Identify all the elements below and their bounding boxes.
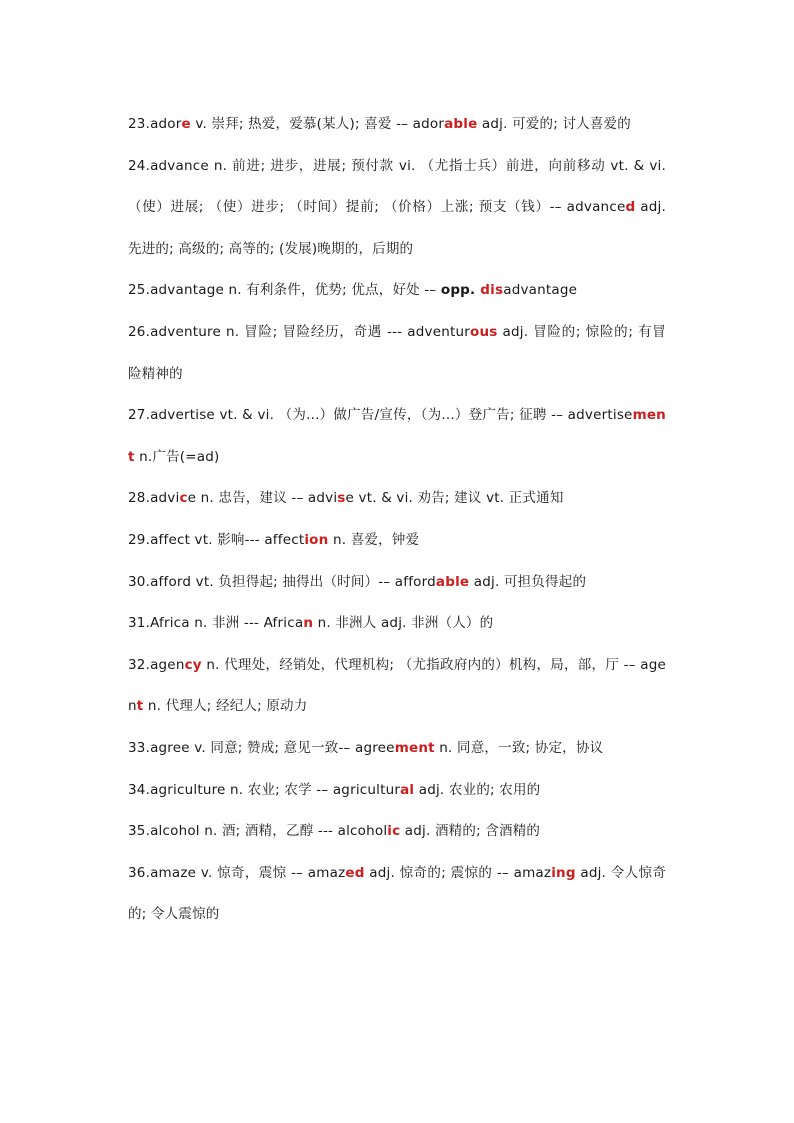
entry-text: adj. 冒险的; 惊险的; 有冒险精神的 xyxy=(128,323,666,382)
entry-text: 25.advantage n. 有利条件，优势; 优点，好处 -– xyxy=(128,282,441,299)
vocab-entry xyxy=(128,312,666,395)
entry-text: adj. 农业的; 农用的 xyxy=(414,781,541,798)
highlighted-suffix: ed xyxy=(345,864,365,881)
entry-text: adj. 酒精的; 含酒精的 xyxy=(400,823,541,840)
highlighted-suffix: s xyxy=(337,490,346,507)
vocab-entry xyxy=(128,603,666,645)
highlighted-suffix: ing xyxy=(551,864,576,881)
highlighted-suffix: d xyxy=(625,199,636,216)
entry-text: adj. 先进的; 高级的; 高等的; (发展)晚期的，后期的 xyxy=(128,199,671,257)
highlighted-suffix: cy xyxy=(184,656,202,673)
vocab-entry xyxy=(128,645,666,728)
entry-text: 32.agen xyxy=(128,656,185,673)
bold-text: opp. xyxy=(440,282,481,299)
highlighted-suffix: able xyxy=(435,573,470,590)
entry-text: adj. 可爱的; 讨人喜爱的 xyxy=(477,116,631,132)
entry-text: adj. 可担负得起的 xyxy=(469,573,587,590)
vocab-entry xyxy=(128,811,666,853)
vocab-entry xyxy=(128,562,666,604)
entry-text: 27.advertise vt. & vi. （为...）做广告/宣传，（为...）登广告; 征聘 -– advertise xyxy=(128,407,633,424)
vocab-entry xyxy=(128,270,666,312)
highlighted-suffix: t xyxy=(136,698,144,715)
highlighted-suffix: ous xyxy=(469,323,498,340)
vocab-entry xyxy=(128,395,666,478)
vocabulary-list xyxy=(128,104,671,936)
highlighted-suffix: ion xyxy=(304,531,329,548)
entry-text: e vt. & vi. 劝告; 建议 vt. 正式通知 xyxy=(345,490,564,507)
entry-text: adj. 令人惊奇的; 令人震惊的 xyxy=(128,864,667,923)
entry-text: n. 代理人; 经纪人; 原动力 xyxy=(143,698,308,715)
highlighted-suffix: n xyxy=(303,615,314,632)
entry-text: 35.alcohol n. 酒; 酒精，乙醇 --- alcohol xyxy=(128,823,388,840)
vocab-entry xyxy=(128,853,666,936)
entry-text: n. 喜爱，钟爱 xyxy=(328,531,420,548)
entry-text: 26.adventure n. 冒险; 冒险经历，奇遇 --- adventur xyxy=(128,323,470,340)
entry-text: advantage xyxy=(503,282,578,299)
vocab-entry xyxy=(128,728,666,770)
entry-text: n.广告(=ad) xyxy=(134,448,220,465)
vocab-entry xyxy=(128,520,666,562)
highlighted-suffix: ment xyxy=(394,739,435,756)
highlighted-suffix: al xyxy=(400,781,415,798)
entry-text: n. 同意，一致; 协定，协议 xyxy=(434,739,604,756)
highlighted-suffix: ic xyxy=(387,823,401,840)
highlighted-suffix: dis xyxy=(480,282,504,299)
entry-text: n. 代理处，经销处，代理机构; （尤指政府内的）机构，局，部，厅 -– agen xyxy=(128,656,666,715)
entry-text: adj. 惊奇的; 震惊的 -– amaz xyxy=(364,864,552,881)
entry-text: 33.agree v. 同意; 赞成; 意见一致-– agree xyxy=(128,739,395,756)
entry-text: 24.advance n. 前进; 进步，进展; 预付款 vi. （尤指士兵）前进，向前移动 vt. & vi. （使）进展; （使）进步; （时间）提前; （价格）上涨; 预支（钱）-– advance xyxy=(128,157,671,216)
vocab-entry xyxy=(128,146,671,271)
vocab-entry xyxy=(128,770,666,812)
highlighted-suffix: able xyxy=(444,116,478,132)
vocab-entry xyxy=(128,104,666,146)
vocab-entry xyxy=(128,478,666,520)
entry-text: v. 崇拜; 热爱，爱慕(某人); 喜爱 -– ador xyxy=(190,116,445,132)
entry-text: 34.agriculture n. 农业; 农学 -– agricultur xyxy=(128,781,401,798)
entry-text: 36.amaze v. 惊奇，震惊 -– amaz xyxy=(128,864,346,881)
entry-text: e n. 忠告，建议 -– advi xyxy=(187,490,338,507)
entry-text: 23.ador xyxy=(128,116,182,132)
highlighted-suffix: e xyxy=(181,116,191,132)
highlighted-suffix: ment xyxy=(128,407,666,465)
entry-text: 28.advi xyxy=(128,490,180,507)
entry-text: n. 非洲人 adj. 非洲（人）的 xyxy=(313,615,494,632)
entry-text: 31.Africa n. 非洲 --- Africa xyxy=(128,615,304,632)
highlighted-suffix: c xyxy=(179,490,188,507)
entry-text: 29.affect vt. 影响--- affect xyxy=(128,531,305,548)
entry-text: 30.afford vt. 负担得起; 抽得出（时间）-– afford xyxy=(128,573,436,590)
